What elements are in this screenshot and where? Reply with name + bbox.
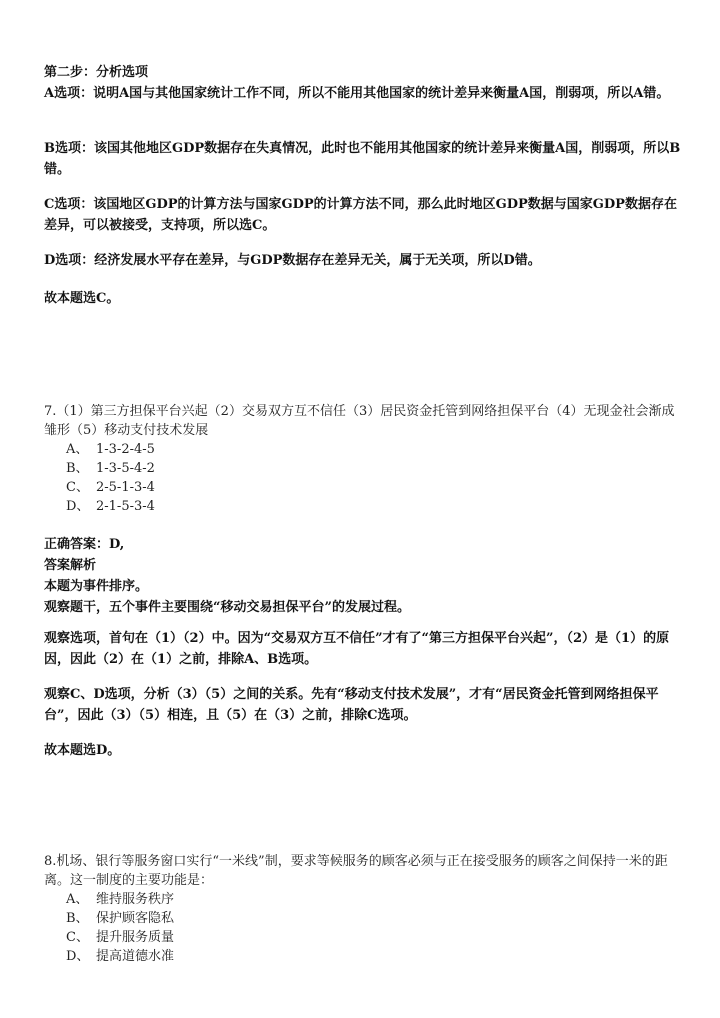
q7-conclusion: 故本题选D。 [44,743,121,758]
q7-analysis-para2: 观察C、D选项，分析（3）（5）之间的关系。先有“移动支付技术发展”，才有“居民资金托管到网络担保平台”，因此（3）（5）相连，且（5）在（3）之前，排除C选项。 [44,687,659,723]
q7-option-b: B、 1-3-5-4-2 [66,461,155,476]
q7-option-a: A、 1-3-2-4-5 [66,442,155,457]
q7-question: 7.（1）第三方担保平台兴起（2）交易双方互不信任（3）居民资金托管到网络担保平台（4）无现金社会渐成雏形（5）移动支付技术发展 [44,404,675,438]
q8-option-d: D、 提高道德水准 [66,949,175,964]
q7-analysis-para1: 观察选项，首句在（1）（2）中。因为“交易双方互不信任”才有了“第三方担保平台兴起”，（2）是（1）的原因，因此（2）在（1）之前，排除A、B选项。 [44,631,670,667]
q8-question: 8.机场、银行等服务窗口实行“一米线”制，要求等候服务的顾客必须与正在接受服务的顾客之间保持一米的距离。这一制度的主要功能是： [44,854,668,888]
q6-option-c-analysis: C选项：该国地区GDP的计算方法与国家GDP的计算方法不同，那么此时地区GDP数据与国家GDP数据存在差异，可以被接受，支持项，所以选C。 [44,197,677,233]
q7-analysis-line2: 观察题干，五个事件主要围绕“移动交易担保平台”的发展过程。 [44,600,410,615]
q7-analysis-title: 答案解析 [44,558,97,573]
step2-title: 第二步：分析选项 [44,65,149,80]
q7-options [44,440,684,516]
q7-option-d: D、 2-1-5-3-4 [66,499,155,514]
q6-option-b-analysis: B选项：该国其他地区GDP数据存在失真情况，此时也不能用其他国家的统计差异来衡量A国，削弱项，所以B错。 [44,141,681,177]
q6-step2 [44,62,684,104]
q8-options [44,890,684,966]
q8-option-c: C、 提升服务质量 [66,930,175,945]
q6-conclusion: 故本题选C。 [44,291,120,306]
q8-option-a: A、 维持服务秩序 [66,892,175,907]
q7-analysis-line1: 本题为事件排序。 [44,579,149,594]
q7-answer-block [44,534,684,618]
q7-option-c: C、 2-5-1-3-4 [66,480,155,495]
q6-option-d-analysis: D选项：经济发展水平存在差异，与GDP数据存在差异无关，属于无关项，所以D错。 [44,253,541,268]
q6-option-a-analysis: A选项：说明A国与其他国家统计工作不同，所以不能用其他国家的统计差异来衡量A国，削弱项，所以A错。 [44,86,670,101]
q7-answer: 正确答案：D, [44,537,125,552]
q8-option-b: B、 保护顾客隐私 [66,911,175,926]
